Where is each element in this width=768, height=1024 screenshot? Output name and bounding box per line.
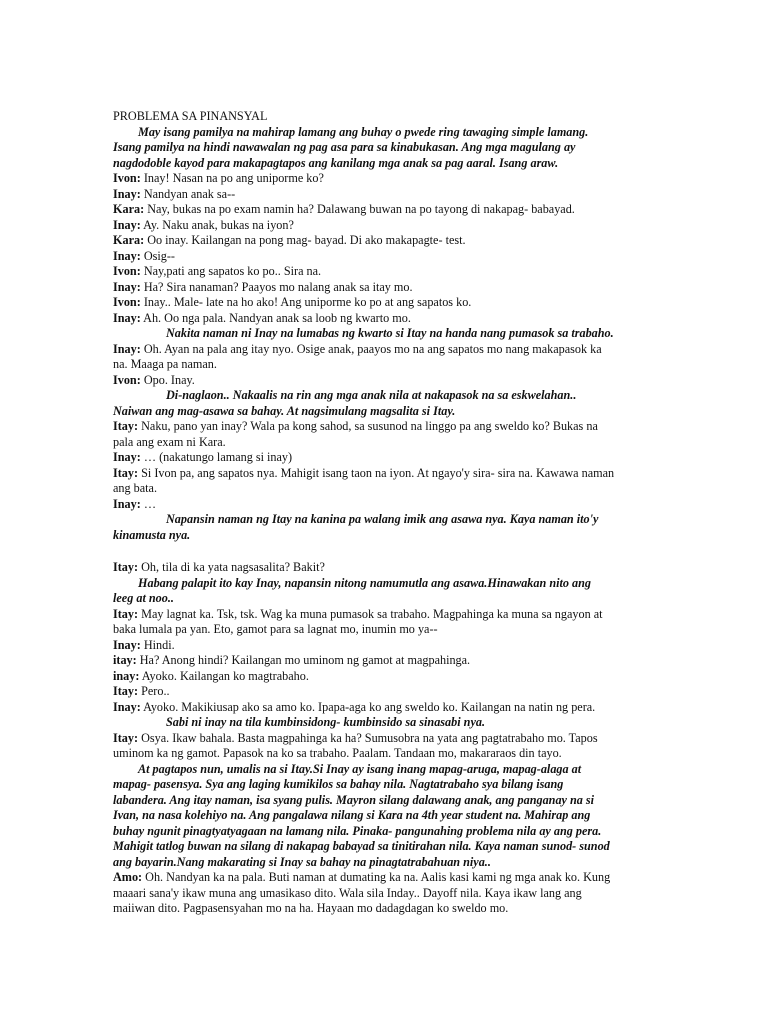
speaker-name: Inay: [113, 217, 141, 232]
dialogue-text: Oh. Ayan na pala ang itay nyo. Osige anak, paayos mo na ang sapatos mo nang makapasok ka [140, 341, 602, 356]
dialogue-text: Nandyan anak sa-- [140, 186, 236, 201]
dialogue-text: Naku, pano yan inay? Wala pa kong sahod, sa susunod na linggo pa ang sweldo ko? Bukas na [138, 419, 598, 433]
dialogue-text: Opo. Inay. [140, 372, 195, 387]
dialogue-line [113, 466, 661, 482]
dialogue-line [113, 731, 661, 747]
dialogue-line [113, 187, 661, 203]
dialogue-line [113, 171, 661, 187]
dialogue-line [113, 497, 661, 513]
blank-line [113, 543, 661, 560]
dialogue-text: Ayoko. Kailangan ko magtrabaho. [139, 668, 309, 683]
speaker-name: Itay: [113, 730, 139, 745]
dialogue-line [113, 280, 661, 296]
dialogue-line [113, 560, 661, 576]
dialogue-text: Ayoko. Makikiusap ako sa amo ko. Ipapa-aga ko ang sweldo ko. Kailangan na natin ng pera. [140, 699, 596, 714]
speaker-name: Kara: [113, 233, 145, 247]
dialogue-line [113, 233, 661, 249]
narration-line: leeg at noo.. [113, 591, 174, 605]
speaker-name: Inay: [113, 450, 141, 464]
narration-line: kinamusta nya. [113, 527, 191, 542]
dialogue-text: Ay. Naku anak, bukas na iyon? [140, 217, 294, 232]
document-body [113, 109, 661, 917]
dialogue-text: Hindi. [140, 637, 175, 652]
dialogue-line [113, 653, 661, 669]
speaker-name: Inay: [113, 637, 141, 652]
dialogue-text: Osig-- [140, 248, 175, 263]
narration-line: mapag- pasensya. Sya ang laging kumikilos sa bahay nila. Nagtatrabaho sya bilang isang [113, 777, 564, 791]
dialogue-text: Si Ivon pa, ang sapatos nya. Mahigit isang taon na iyon. At ngayo'y sira- sira na. Kawawa naman [138, 465, 615, 480]
dialogue-continuation: na. Maaga pa naman. [113, 357, 217, 371]
dialogue-text: … (nakatungo lamang si inay) [140, 450, 293, 464]
narration-line: nagdodoble kayod para makapagtapos ang kanilang mga anak sa pag aaral. Isang araw. [113, 155, 559, 170]
dialogue-text: Osya. Ikaw bahala. Basta magpahinga ka ha? Sumusobra na yata ang pagtatrabaho mo. Tapos [138, 730, 598, 745]
narration-line: Napansin naman ng Itay na kanina pa walang imik ang asawa nya. Kaya naman ito'y [166, 512, 599, 526]
narration-line: Mahigit tatlog buwan na silang di nakapag babayad sa tinitirahan nila. Kaya naman sunod- sunod [113, 839, 610, 853]
dialogue-continuation: baka lumala pa yan. Eto, gamot para sa lagnat mo, inumin mo ya-- [113, 622, 438, 636]
speaker-name: Amo: [113, 870, 143, 884]
dialogue-text: Pero.. [138, 684, 170, 698]
narration-line: Di-naglaon.. Nakaalis na rin ang mga anak nila at nakapasok na sa eskwelahan.. [166, 388, 577, 402]
dialogue-line [113, 218, 661, 234]
speaker-name: Inay: [113, 699, 141, 714]
speaker-name: itay: [113, 653, 137, 667]
dialogue-text: Oh. Nandyan ka na pala. Buti naman at dumating ka na. Aalis kasi kami ng mga anak ko. Kung [142, 870, 611, 884]
dialogue-line [113, 450, 661, 466]
speaker-name: Itay: [113, 606, 139, 621]
dialogue-line [113, 419, 661, 435]
speaker-name: Ivon: [113, 295, 141, 309]
speaker-name: Ivon: [113, 171, 141, 185]
dialogue-line [113, 607, 661, 623]
narration-line: Naiwan ang mag-asawa sa bahay. At nagsimulang magsalita si Itay. [113, 403, 456, 418]
speaker-name: Itay: [113, 560, 139, 574]
speaker-name: Ivon: [113, 264, 141, 278]
speaker-name: Ivon: [113, 372, 141, 387]
dialogue-continuation: maaari sana'y ikaw muna ang umasikaso dito. Wala sila Inday.. Dayoff nila. Kaya ikaw lang ang [113, 885, 582, 900]
speaker-name: Inay: [113, 310, 141, 325]
dialogue-line [113, 373, 661, 389]
narration-line: At pagtapos nun, umalis na si Itay.Si Inay ay isang inang mapag-aruga, mapag-alaga at [138, 761, 582, 776]
dialogue-line [113, 870, 661, 886]
narration-line: Nakita naman ni Inay na lumabas ng kwarto si Itay na handa nang pumasok sa trabaho. [166, 326, 614, 340]
speaker-name: Inay: [113, 496, 141, 511]
dialogue-continuation: pala ang exam ni Kara. [113, 434, 226, 449]
dialogue-text: May lagnat ka. Tsk, tsk. Wag ka muna pumasok sa trabaho. Magpahinga ka muna sa ngayon at [138, 606, 603, 621]
dialogue-line [113, 669, 661, 685]
dialogue-text: Nay, bukas na po exam namin ha? Dalawang buwan na po tayong di nakapag- babayad. [144, 202, 575, 216]
dialogue-line [113, 638, 661, 654]
narration-line: Isang pamilya na hindi nawawalan ng pag asa para sa kinabukasan. Ang mga magulang ay [113, 140, 576, 154]
dialogue-text: Nay,pati ang sapatos ko po.. Sira na. [140, 264, 322, 278]
speaker-name: Itay: [113, 419, 139, 433]
dialogue-text: Oh, tila di ka yata nagsasalita? Bakit? [138, 560, 325, 574]
narration-line: May isang pamilya na mahirap lamang ang buhay o pwede ring tawaging simple lamang. [138, 124, 589, 139]
dialogue-line [113, 684, 661, 700]
dialogue-continuation: uminom ka ng gamot. Papasok na ko sa trabaho. Paalam. Tandaan mo, makararaos din tayo. [113, 746, 562, 760]
speaker-name: inay: [113, 668, 140, 683]
dialogue-continuation: ang bata. [113, 481, 157, 495]
document-title: PROBLEMA SA PINANSYAL [113, 109, 268, 123]
speaker-name: Inay: [113, 186, 141, 201]
narration-line: Ivan, na nasa kolehiyo na. Ang pangalawa nilang si Kara na 4th year student na. Mahirap ang [113, 808, 591, 822]
dialogue-text: Oo inay. Kailangan na pong mag- bayad. Di ako makapagte- test. [144, 233, 466, 247]
speaker-name: Itay: [113, 465, 139, 480]
narration-line: Habang palapit ito kay Inay, napansin nitong namumutla ang asawa.Hinawakan nito ang [138, 575, 591, 590]
narration-line: buhay ngunit pinagtyatyagaan na lamang nila. Pinaka- pangunahing problema nila ay ang pera. [113, 823, 602, 838]
speaker-name: Inay: [113, 341, 141, 356]
dialogue-line [113, 342, 661, 358]
speaker-name: Itay: [113, 684, 139, 698]
narration-line: ang bayarin.Nang makarating si Inay sa bahay na pinagtatrabahuan niya.. [113, 854, 491, 869]
narration-line: labandera. Ang itay naman, isa syang pulis. Mayron silang dalawang anak, ang panganay na si [113, 792, 595, 807]
speaker-name: Inay: [113, 279, 141, 294]
dialogue-line [113, 264, 661, 280]
speaker-name: Kara: [113, 202, 145, 216]
dialogue-line [113, 700, 661, 716]
dialogue-continuation: maiiwan dito. Pagpasensyahan mo na ha. Hayaan mo dadagdagan ko sweldo mo. [113, 901, 509, 915]
dialogue-text: Inay! Nasan na po ang uniporme ko? [140, 171, 324, 185]
narration-line: Sabi ni inay na tila kumbinsidong- kumbinsido sa sinasabi nya. [166, 715, 485, 729]
dialogue-line [113, 249, 661, 265]
dialogue-line [113, 295, 661, 311]
dialogue-text: Ah. Oo nga pala. Nandyan anak sa loob ng kwarto mo. [140, 310, 411, 325]
dialogue-text: Inay.. Male- late na ho ako! Ang uniporme ko po at ang sapatos ko. [140, 295, 472, 309]
dialogue-line [113, 202, 661, 218]
dialogue-text: Ha? Sira nanaman? Paayos mo nalang anak sa itay mo. [140, 279, 413, 294]
dialogue-text: Ha? Anong hindi? Kailangan mo uminom ng gamot at magpahinga. [136, 653, 471, 667]
speaker-name: Inay: [113, 248, 141, 263]
dialogue-line [113, 311, 661, 327]
dialogue-text: … [140, 496, 157, 511]
